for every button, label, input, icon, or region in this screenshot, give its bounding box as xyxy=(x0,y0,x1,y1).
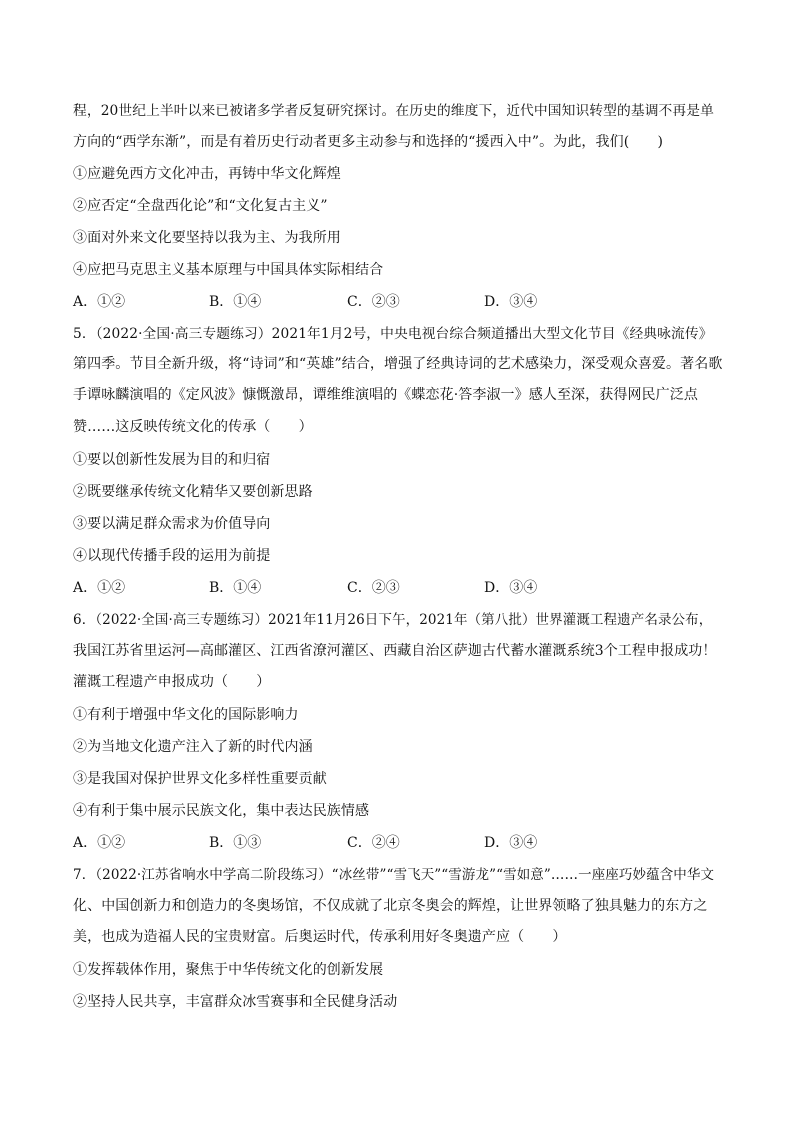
question-5-stem-line-1: 5．（2022·全国·高三专题练习）2021年1月2号，中央电视台综合频道播出大型文化节目《经典咏流传》 xyxy=(73,326,713,342)
choice-d: D．③④ xyxy=(484,835,538,851)
choice-c: C．②③ xyxy=(347,294,400,310)
question-7-stem-line-1: 7．（2022·江苏省响水中学高二阶段练习）“冰丝带”“雪飞天”“雪游龙”“雪如意”……一座座巧妙蕴含中华文 xyxy=(73,867,715,883)
question-6-choices xyxy=(73,833,723,853)
question-5-choices xyxy=(73,578,723,598)
question-4-option-2: ②应否定“全盘西化论”和“文化复古主义” xyxy=(73,198,328,214)
question-7-option-1: ①发挥载体作用，聚焦于中华传统文化的创新发展 xyxy=(73,962,384,978)
question-4-option-1: ①应避免西方文化冲击，再铸中华文化辉煌 xyxy=(73,166,341,182)
choice-a: A．①② xyxy=(73,580,126,596)
question-5-option-2: ②既要继承传统文化精华又要创新思路 xyxy=(73,484,313,500)
question-5-stem-line-4: 赞……这反映传统文化的传承（ ） xyxy=(73,419,313,435)
choice-a: A．①② xyxy=(73,294,126,310)
choice-b: B．①④ xyxy=(209,580,262,596)
choice-c: C．②③ xyxy=(347,580,400,596)
question-4-stem-line-2: 方向的“西学东渐”，而是有着历史行动者更多主动参与和选择的“援西入中”。为此，我们( ) xyxy=(73,134,664,150)
question-6-option-3: ③是我国对保护世界文化多样性重要贡献 xyxy=(73,771,327,787)
question-5-option-4: ④以现代传播手段的运用为前提 xyxy=(73,548,271,564)
question-5-option-1: ①要以创新性发展为目的和归宿 xyxy=(73,452,271,468)
choice-b: B．①③ xyxy=(209,835,262,851)
choice-b: B．①④ xyxy=(209,294,262,310)
choice-d: D．③④ xyxy=(484,580,538,596)
question-7-stem-line-2: 化、中国创新力和创造力的冬奥场馆，不仅成就了北京冬奥会的辉煌，让世界领略了独具魅力的东方之 xyxy=(73,898,708,914)
choice-d: D．③④ xyxy=(484,294,538,310)
question-4-stem-line-1: 程，20世纪上半叶以来已被诸多学者反复研究探讨。在历史的维度下，近代中国知识转型的基调不再是单 xyxy=(73,103,714,119)
question-6-stem-line-1: 6．（2022·全国·高三专题练习）2021年11月26日下午，2021年（第八批）世界灌溉工程遗产名录公布， xyxy=(73,612,713,628)
question-7-option-2: ②坚持人民共享，丰富群众冰雪赛事和全民健身活动 xyxy=(73,994,398,1010)
question-5-stem-line-2: 第四季。节目全新升级，将“诗词”和“英雄”结合，增强了经典诗词的艺术感染力，深受观众喜爱。著名歌 xyxy=(73,356,723,372)
question-5-option-3: ③要以满足群众需求为价值导向 xyxy=(73,516,271,532)
choice-a: A．①② xyxy=(73,835,126,851)
question-4-option-3: ③面对外来文化要坚持以我为主、为我所用 xyxy=(73,230,341,246)
question-7-stem-line-3: 美，也成为造福人民的宝贵财富。后奥运时代，传承利用好冬奥遗产应（ ） xyxy=(73,929,567,945)
question-4-option-4: ④应把马克思主义基本原理与中国具体实际相结合 xyxy=(73,262,384,278)
question-6-option-1: ①有利于增强中华文化的国际影响力 xyxy=(73,707,299,723)
question-6-stem-line-3: 灌溉工程遗产申报成功（ ） xyxy=(73,674,271,690)
question-5-stem-line-3: 手谭咏麟演唱的《定风波》慷慨激昂，谭维维演唱的《蝶恋花·答李淑一》感人至深，获得网民广泛点 xyxy=(73,387,698,403)
question-4-choices xyxy=(73,292,723,312)
question-6-option-4: ④有利于集中展示民族文化，集中表达民族情感 xyxy=(73,803,370,819)
question-6-option-2: ②为当地文化遗产注入了新的时代内涵 xyxy=(73,739,313,755)
choice-c: C．②④ xyxy=(347,835,400,851)
question-6-stem-line-2: 我国江苏省里运河—高邮灌区、江西省潦河灌区、西藏自治区萨迦古代蓄水灌溉系统3个工程申报成功！ xyxy=(73,643,717,659)
